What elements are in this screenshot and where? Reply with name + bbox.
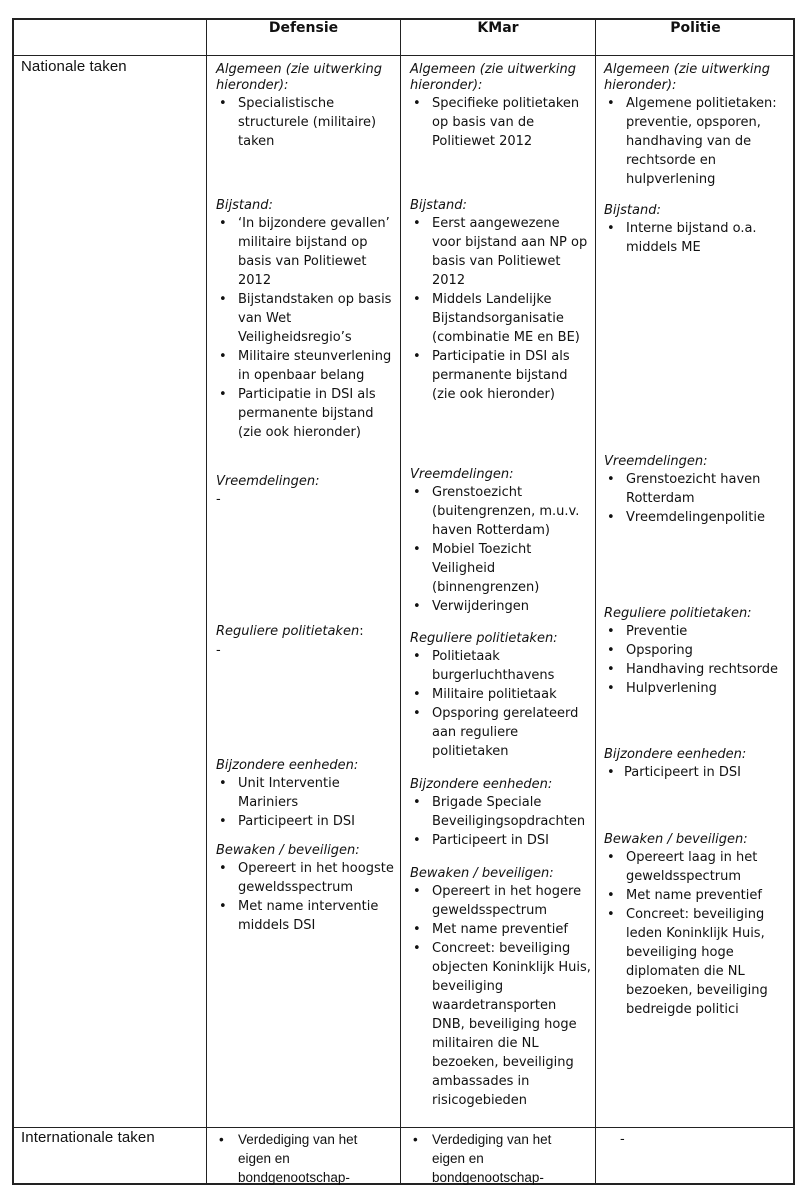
section-title: Bijzondere eenheden: <box>604 747 747 762</box>
kmar-bewaken-section <box>410 866 592 1110</box>
list-item: • Grenstoezicht (buitengrenzen, m.u.v. haven Rotterdam) <box>410 483 592 540</box>
defensie-bijzondere-section <box>216 758 396 831</box>
list-item: • Middels Landelijke Bijstandsorganisatie (combinatie ME en BE) <box>410 290 592 347</box>
list-item: • Eerst aangewezene voor bijstand aan NP op basis van Politiewet 2012 <box>410 214 592 290</box>
list-item: • Brigade Speciale Beveiligingsopdrachten <box>410 793 592 831</box>
section-title: Reguliere politietaken <box>216 624 360 639</box>
list-item: • Participatie in DSI als permanente bijstand (zie ook hieronder) <box>410 347 592 404</box>
list-item: • Opsporing gerelateerd aan reguliere politietaken <box>410 704 592 761</box>
list-item: • Verdediging van het eigen en bondgenootschap- <box>216 1130 386 1187</box>
column-header-politie: Politie <box>670 20 721 36</box>
section-title: Vreemdelingen: <box>604 454 708 469</box>
list-item: • Participatie in DSI als permanente bijstand (zie ook hieronder) <box>216 385 396 442</box>
list-item: • Opsporing <box>604 641 792 660</box>
list-item: • Preventie <box>604 622 792 641</box>
empty-value: - <box>216 643 221 658</box>
defensie-vreemdelingen-section <box>216 474 396 509</box>
list-item: • Opereert in het hoogste geweldsspectrum <box>216 859 396 897</box>
header-row-divider <box>12 55 795 56</box>
list-item: • Specifieke politietaken op basis van de Politiewet 2012 <box>410 94 592 151</box>
section-title: Bewaken / beveiligen: <box>410 866 554 881</box>
list-item: • Unit Interventie Mariniers <box>216 774 396 812</box>
list-item: • Interne bijstand o.a. middels ME <box>604 219 792 257</box>
row-divider <box>12 1127 795 1128</box>
list-item: • Met name preventief <box>604 886 792 905</box>
list-item: • Hulpverlening <box>604 679 792 698</box>
list-item: • Mobiel Toezicht Veiligheid (binnengrenzen) <box>410 540 592 597</box>
list-item: • Opereert laag in het geweldsspectrum <box>604 848 792 886</box>
list-item: • Bijstandstaken op basis van Wet Veiligheidsregio’s <box>216 290 396 347</box>
list-item: • Concreet: beveiliging objecten Koninklijk Huis, beveiliging waardetransporten DNB, beveiliging hoge militairen die NL bezoeken, beveiliging ambassades in risicogebieden <box>410 939 592 1110</box>
list-item: • Participeert in DSI <box>216 812 396 831</box>
row-label-internationale-taken: Internationale taken <box>21 1129 155 1146</box>
list-item: • ‘In bijzondere gevallen’ militaire bijstand op basis van Politiewet 2012 <box>216 214 396 290</box>
list-item: • Militaire politietaak <box>410 685 592 704</box>
section-title: Algemeen (zie uitwerking hieronder): <box>410 62 576 93</box>
list-item: • Militaire steunverlening in openbaar belang <box>216 347 396 385</box>
section-title: Bewaken / beveiligen: <box>604 832 748 847</box>
section-title: Algemeen (zie uitwerking hieronder): <box>604 62 770 93</box>
column-header-kmar: KMar <box>477 20 519 36</box>
kmar-internationaal-section <box>410 1130 580 1187</box>
column-divider <box>595 18 596 1185</box>
list-item: • Specialistische structurele (militaire) taken <box>216 94 396 151</box>
empty-value: - <box>620 1132 625 1147</box>
list-item: • Grenstoezicht haven Rotterdam <box>604 470 792 508</box>
defensie-algemeen-section <box>216 62 396 151</box>
politie-bijstand-section <box>604 203 792 257</box>
list-item: • Opereert in het hogere geweldsspectrum <box>410 882 592 920</box>
defensie-internationaal-section <box>216 1130 386 1187</box>
list-item: • Algemene politietaken: preventie, opsporen, handhaving van de rechtsorde en hulpverlening <box>604 94 792 189</box>
politie-bijzondere-section <box>604 747 792 782</box>
politie-reguliere-section <box>604 606 792 698</box>
politie-internationaal-section <box>620 1130 780 1149</box>
section-title: Bijstand: <box>604 203 661 218</box>
section-title: Reguliere politietaken: <box>410 631 558 646</box>
politie-vreemdelingen-section <box>604 454 792 527</box>
empty-value: - <box>216 492 221 507</box>
section-title: Algemeen (zie uitwerking hieronder): <box>216 62 382 93</box>
kmar-vreemdelingen-section <box>410 467 592 616</box>
section-title-colon: : <box>359 624 364 639</box>
defensie-reguliere-section <box>216 622 396 660</box>
list-item: • Met name interventie middels DSI <box>216 897 396 935</box>
list-item: • Handhaving rechtsorde <box>604 660 792 679</box>
section-title: Bewaken / beveiligen: <box>216 843 360 858</box>
list-item: • Participeert in DSI <box>410 831 592 850</box>
defensie-bewaken-section <box>216 843 396 935</box>
section-title: Bijzondere eenheden: <box>216 758 359 773</box>
defensie-bijstand-section <box>216 198 396 442</box>
column-header-defensie: Defensie <box>268 20 339 36</box>
list-item: • Verwijderingen <box>410 597 592 616</box>
list-item: • Vreemdelingenpolitie <box>604 508 792 527</box>
section-title: Reguliere politietaken: <box>604 606 752 621</box>
row-label-nationale-taken: Nationale taken <box>21 58 127 75</box>
list-item: • Met name preventief <box>410 920 592 939</box>
list-item: • Politietaak burgerluchthavens <box>410 647 592 685</box>
kmar-bijzondere-section <box>410 777 592 850</box>
column-divider <box>400 18 401 1185</box>
kmar-bijstand-section <box>410 198 592 404</box>
list-item: • Concreet: beveiliging leden Koninklijk Huis, beveiliging hoge diplomaten die NL bezoeken, beveiliging bedreigde politici <box>604 905 792 1019</box>
list-item: • Verdediging van het eigen en bondgenootschap- <box>410 1130 580 1187</box>
section-title: Bijzondere eenheden: <box>410 777 553 792</box>
column-divider <box>206 18 207 1185</box>
politie-bewaken-section <box>604 832 792 1019</box>
kmar-reguliere-section <box>410 631 592 761</box>
kmar-algemeen-section <box>410 62 592 151</box>
section-title: Vreemdelingen: <box>216 474 320 489</box>
section-title: Bijstand: <box>410 198 467 213</box>
list-item: • Participeert in DSI <box>604 763 792 782</box>
politie-algemeen-section <box>604 62 792 189</box>
section-title: Vreemdelingen: <box>410 467 514 482</box>
section-title: Bijstand: <box>216 198 273 213</box>
